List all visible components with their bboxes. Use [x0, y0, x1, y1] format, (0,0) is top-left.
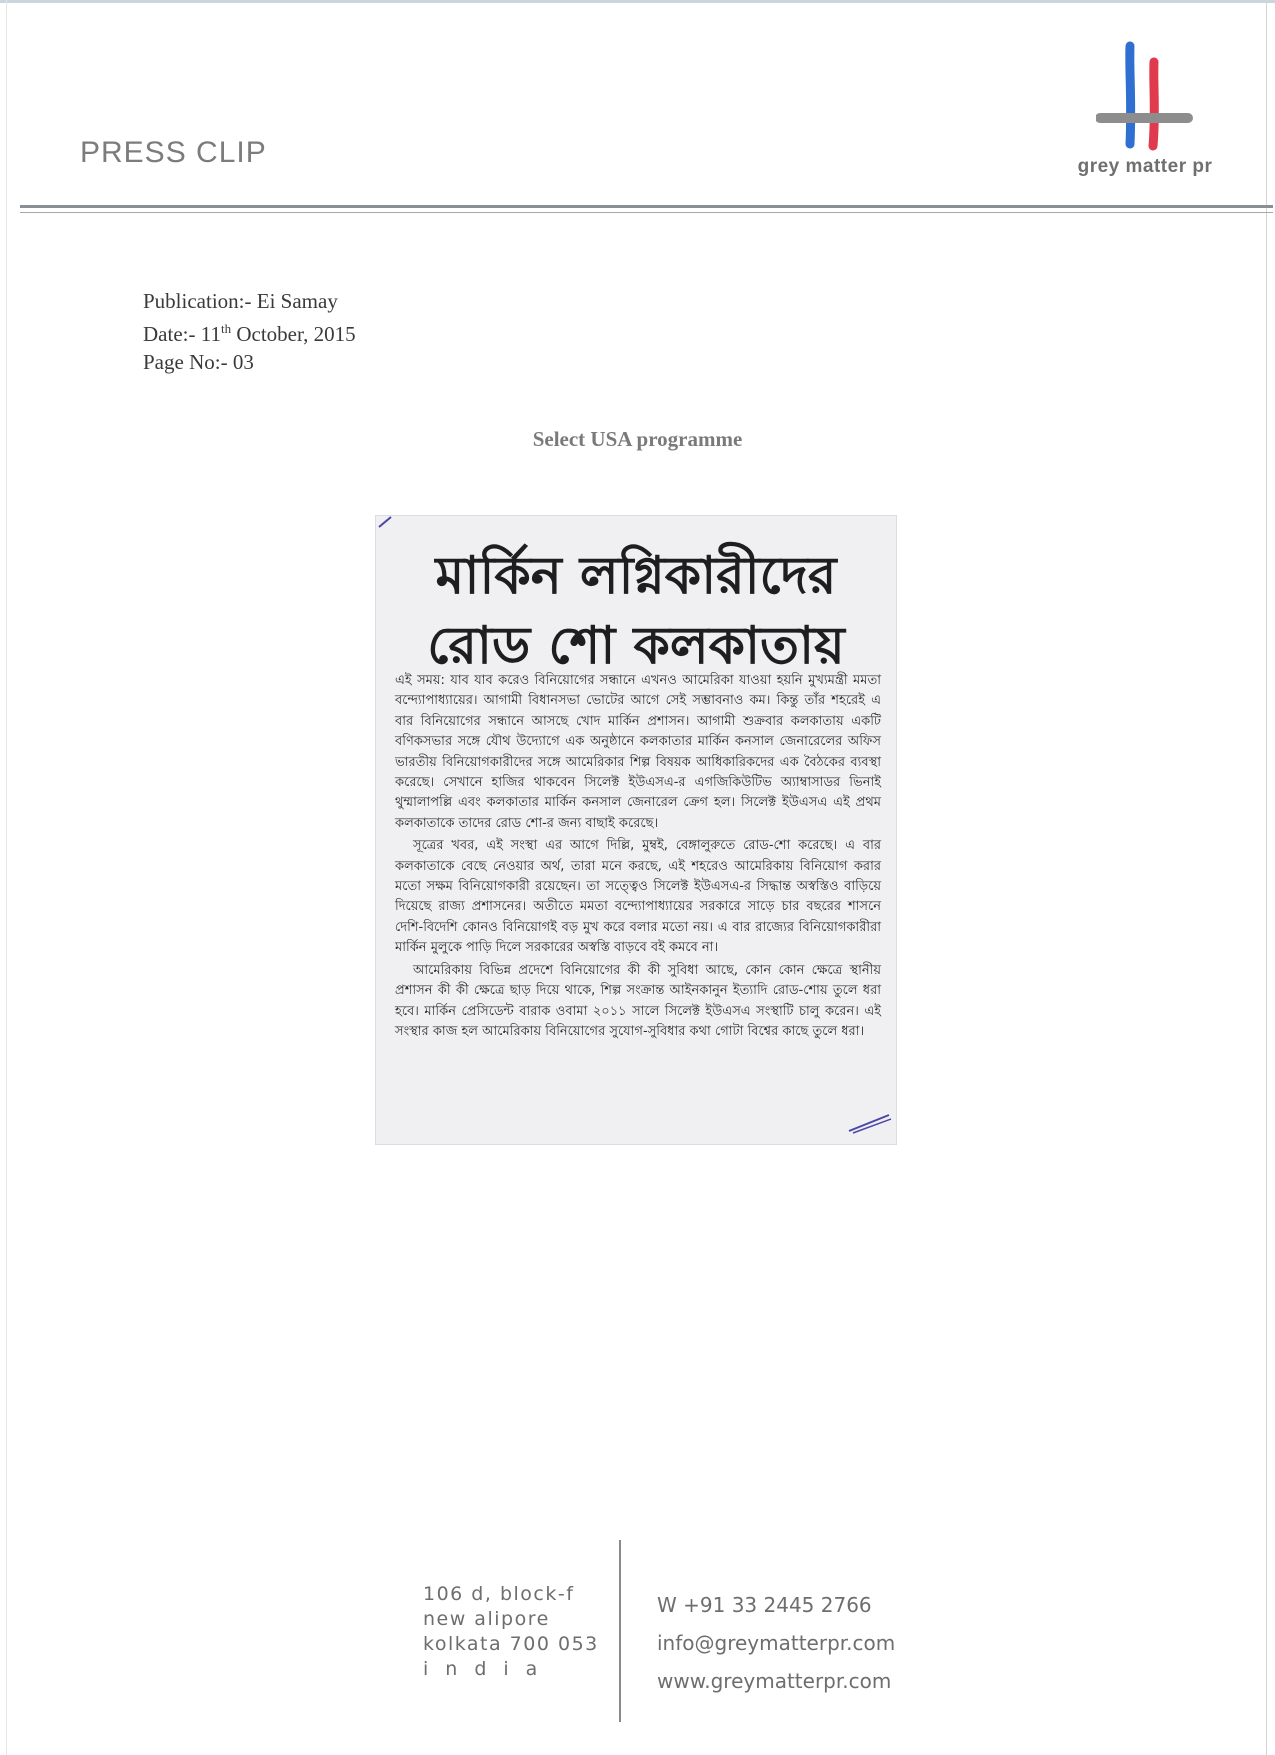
page-label: Page No:-: [143, 350, 228, 374]
header-divider-thin: [20, 212, 1273, 213]
phone-number: W +91 33 2445 2766: [657, 1593, 872, 1617]
logo-wordmark: grey matter pr: [1077, 156, 1213, 177]
pen-tick-mark-top: [377, 515, 397, 531]
page-line: [143, 348, 356, 376]
grey-matter-logo: [1070, 40, 1220, 190]
date-day: 11: [200, 322, 221, 346]
publication-line: [143, 287, 356, 315]
address-line: kolkata 700 053: [423, 1633, 599, 1655]
date-label: Date:-: [143, 322, 196, 346]
date-line: [143, 315, 356, 348]
headline-line-1: মার্কিন লগ্নিকারীদের: [435, 546, 837, 606]
scan-right-edge: [1266, 0, 1267, 1755]
address-country: india: [423, 1658, 555, 1680]
logo-bars-icon: [1096, 40, 1196, 152]
footer-contact: [657, 1586, 895, 1700]
footer-divider: [619, 1540, 621, 1722]
press-clip-title: PRESS CLIP: [80, 136, 267, 169]
headline-line-2: রোড শো কলকাতায়: [427, 616, 845, 676]
newspaper-clipping: [375, 515, 897, 1145]
scan-top-edge: [0, 0, 1275, 3]
page-number: 03: [232, 350, 254, 374]
address-line: 106 d, block-f: [423, 1583, 575, 1605]
clip-headline: [375, 541, 897, 681]
clip-paragraph: সূত্রের খবর, এই সংস্থা এর আগে দিল্লি, মুম্বই, বেঙ্গালুরুতে রোড-শো করেছে। এ বার কলকাতাকে বেছে নেওয়ার অর্থ, তারা মনে করছে, এই শহরেও আমেরিকায় বিনিয়োগ করার মতো সক্ষম বিনিয়োগকারী রয়েছেন। তা সত্ত্বেও সিলেক্ট ইউএসএ-র সিদ্ধান্ত অস্বস্তিও বাড়িয়ে দিয়েছে রাজ্য প্রশাসনের। অতীতে মমতা বন্দ্যোপাধ্যায়ের সরকারে সাড়ে চার বছরের শাসনে দেশি-বিদেশি কোনও বিনিয়োগই বড় মুখ করে বলার মতো নয়। এ বার রাজ্যের বিনিয়োগকারীরা মার্কিন মুলুকে পাড়ি দিলে সরকারের অস্বস্তি বাড়বে বই কমবে না।: [395, 838, 881, 956]
clip-paragraph: আমেরিকায় বিভিন্ন প্রদেশে বিনিয়োগের কী কী সুবিধা আছে, কোন কোন ক্ষেত্রে স্থানীয় প্রশাসন কী কী ক্ষেত্রে ছাড় দিয়ে থাকে, শিল্প সংক্রান্ত আইনকানুন ইত্যাদি রোড-শোয় তুলে ধরা হবে। মার্কিন প্রেসিডেন্ট বারাক ওবামা ২০১১ সালে সিলেক্ট ইউএসএ সংস্থাটি চালু করেন। এই সংস্থার কাজ হল আমেরিকায় বিনিয়োগের সুযোগ-সুবিধার কথা গোটা বিশ্বের কাছে তুলে ধরা।: [395, 962, 881, 1039]
publication-label: Publication:-: [143, 289, 252, 313]
clip-body: [395, 671, 881, 1044]
date-suffix: th: [220, 321, 232, 336]
website-link[interactable]: www.greymatterpr.com: [657, 1669, 892, 1693]
address-line: new alipore: [423, 1608, 550, 1630]
header-divider: [20, 205, 1273, 208]
scan-left-edge: [6, 0, 7, 1755]
clip-paragraph: এই সময়: যাব যাব করেও বিনিয়োগের সন্ধানে এখনও আমেরিকা যাওয়া হয়নি মুখ্যমন্ত্রী মমতা বন্দ্যোপাধ্যায়ের। আগামী বিধানসভা ভোটের আগে সেই সম্ভাবনাও কম। কিন্তু তাঁর শহরেই এ বার বিনিয়োগের সন্ধানে আসছে খোদ মার্কিন প্রশাসন। আগামী শুক্রবার কলকাতায় একটি বণিকসভার সঙ্গে যৌথ উদ্যোগে এক অনুষ্ঠানে কলকাতার মার্কিন কনসাল জেনারেলের অফিস ভারতীয় বিনিয়োগকারীদের সঙ্গে আমেরিকার শিল্প বিষয়ক আধিকারিকদের এক বৈঠকের ব্যবস্থা করেছে। সেখানে হাজির থাকবেন সিলেক্ট ইউএসএ-র এগজিকিউটিভ অ্যাম্বাসাডর ভিনাই থুম্মালাপল্লি এবং কলকাতার মার্কিন কনসাল জেনারেল ক্রেগ হল। সিলেক্ট ইউএসএ এই প্রথম কলকাতাকে তাদের রোড শো-র জন্য বাছাই করেছে।: [395, 673, 881, 831]
footer-address: [423, 1582, 599, 1682]
clip-caption: Select USA programme: [532, 427, 743, 451]
date-rest: October, 2015: [236, 322, 356, 346]
publication-name: Ei Samay: [256, 289, 338, 313]
email-link[interactable]: info@greymatterpr.com: [657, 1631, 896, 1655]
pen-tick-mark-bottom: [845, 1111, 895, 1135]
publication-meta: [143, 287, 356, 376]
